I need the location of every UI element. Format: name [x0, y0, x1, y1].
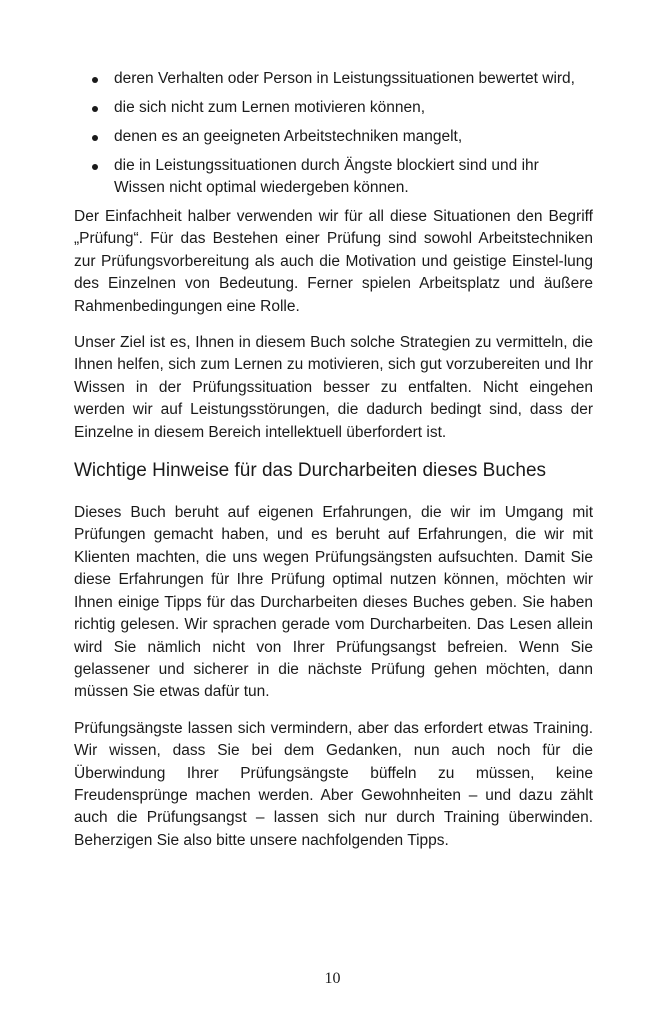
bullet-text: deren Verhalten oder Person in Leistungssituationen bewertet wird, — [114, 70, 575, 87]
bullet-list — [74, 68, 593, 199]
bullet-dot-icon — [92, 77, 98, 83]
bullet-dot-icon — [92, 106, 98, 112]
bullet-text: die sich nicht zum Lernen motivieren können, — [114, 99, 426, 116]
bullet-item — [74, 68, 593, 90]
bullet-item — [74, 126, 593, 148]
paragraph-training: Prüfungsängste lassen sich vermindern, aber das erfordert etwas Training. Wir wissen, dass Sie bei dem Gedanken, nun auch noch für die Überwindung Ihrer Prüfungsängste büffeln zu müssen, keine Freudensprünge machen werden. Aber Gewohnheiten – und dazu zählt auch die Prüfungsangst – lassen sich nur durch Training überwinden. Beherzigen Sie also bitte unsere nachfolgenden Tipps. — [74, 719, 593, 849]
bullet-item — [74, 155, 593, 199]
paragraph-experience: Dieses Buch beruht auf eigenen Erfahrungen, die wir im Umgang mit Prüfungen gemacht haben, und es beruht auf Erfahrungen, die wir mit Klienten machten, die uns wegen Prüfungsängsten aufsuchten. Damit Sie diese Erfahrungen für Ihre Prüfung optimal nutzen können, möchten wir Ihnen einige Tipps für das Durcharbeiten dieses Buches geben. Sie haben richtig gelesen. Wir sprachen gerade vom Durcharbeiten. Das Lesen allein wird Sie nämlich nicht von Ihrer Prüfungsangst befreien. Wenn Sie gelassener und sicherer in die nächste Prüfung gehen möchten, dann müssen Sie etwas dafür tun. — [74, 504, 593, 701]
paragraph-goal: Unser Ziel ist es, Ihnen in diesem Buch solche Strategien zu vermitteln, die Ihnen helfen, sich zum Lernen zu motivieren, sich gut vorzubereiten und Ihr Wissen in der Prüfungssituation besser zu entfalten. Nicht eingehen werden wir auf Leistungsstörungen, die dadurch bedingt sind, dass der Einzelne in diesem Bereich intellektuell überfordert ist. — [74, 334, 593, 441]
bullet-item — [74, 97, 593, 119]
bullet-text: die in Leistungssituationen durch Ängste blockiert sind und ihr Wissen nicht optimal wiedergeben können. — [114, 157, 539, 196]
paragraph-intro: Der Einfachheit halber verwenden wir für all diese Situationen den Begriff „Prüfung“. Für das Bestehen einer Prüfung sind sowohl Arbeitstechniken zur Prüfungsvorbereitung als auch die Motivation und geistige Einstel-lung des Einzelnen von Bedeutung. Ferner spielen Arbeitsplatz und äußere Rahmenbedingungen eine Rolle. — [74, 208, 593, 315]
bullet-dot-icon — [92, 164, 98, 170]
bullet-dot-icon — [92, 135, 98, 141]
bullet-text: denen es an geeigneten Arbeitstechniken mangelt, — [114, 128, 463, 145]
section-heading: Wichtige Hinweise für das Durcharbeiten dieses Buches — [74, 460, 547, 482]
page-body — [74, 68, 593, 852]
page-number: 10 — [324, 970, 341, 987]
